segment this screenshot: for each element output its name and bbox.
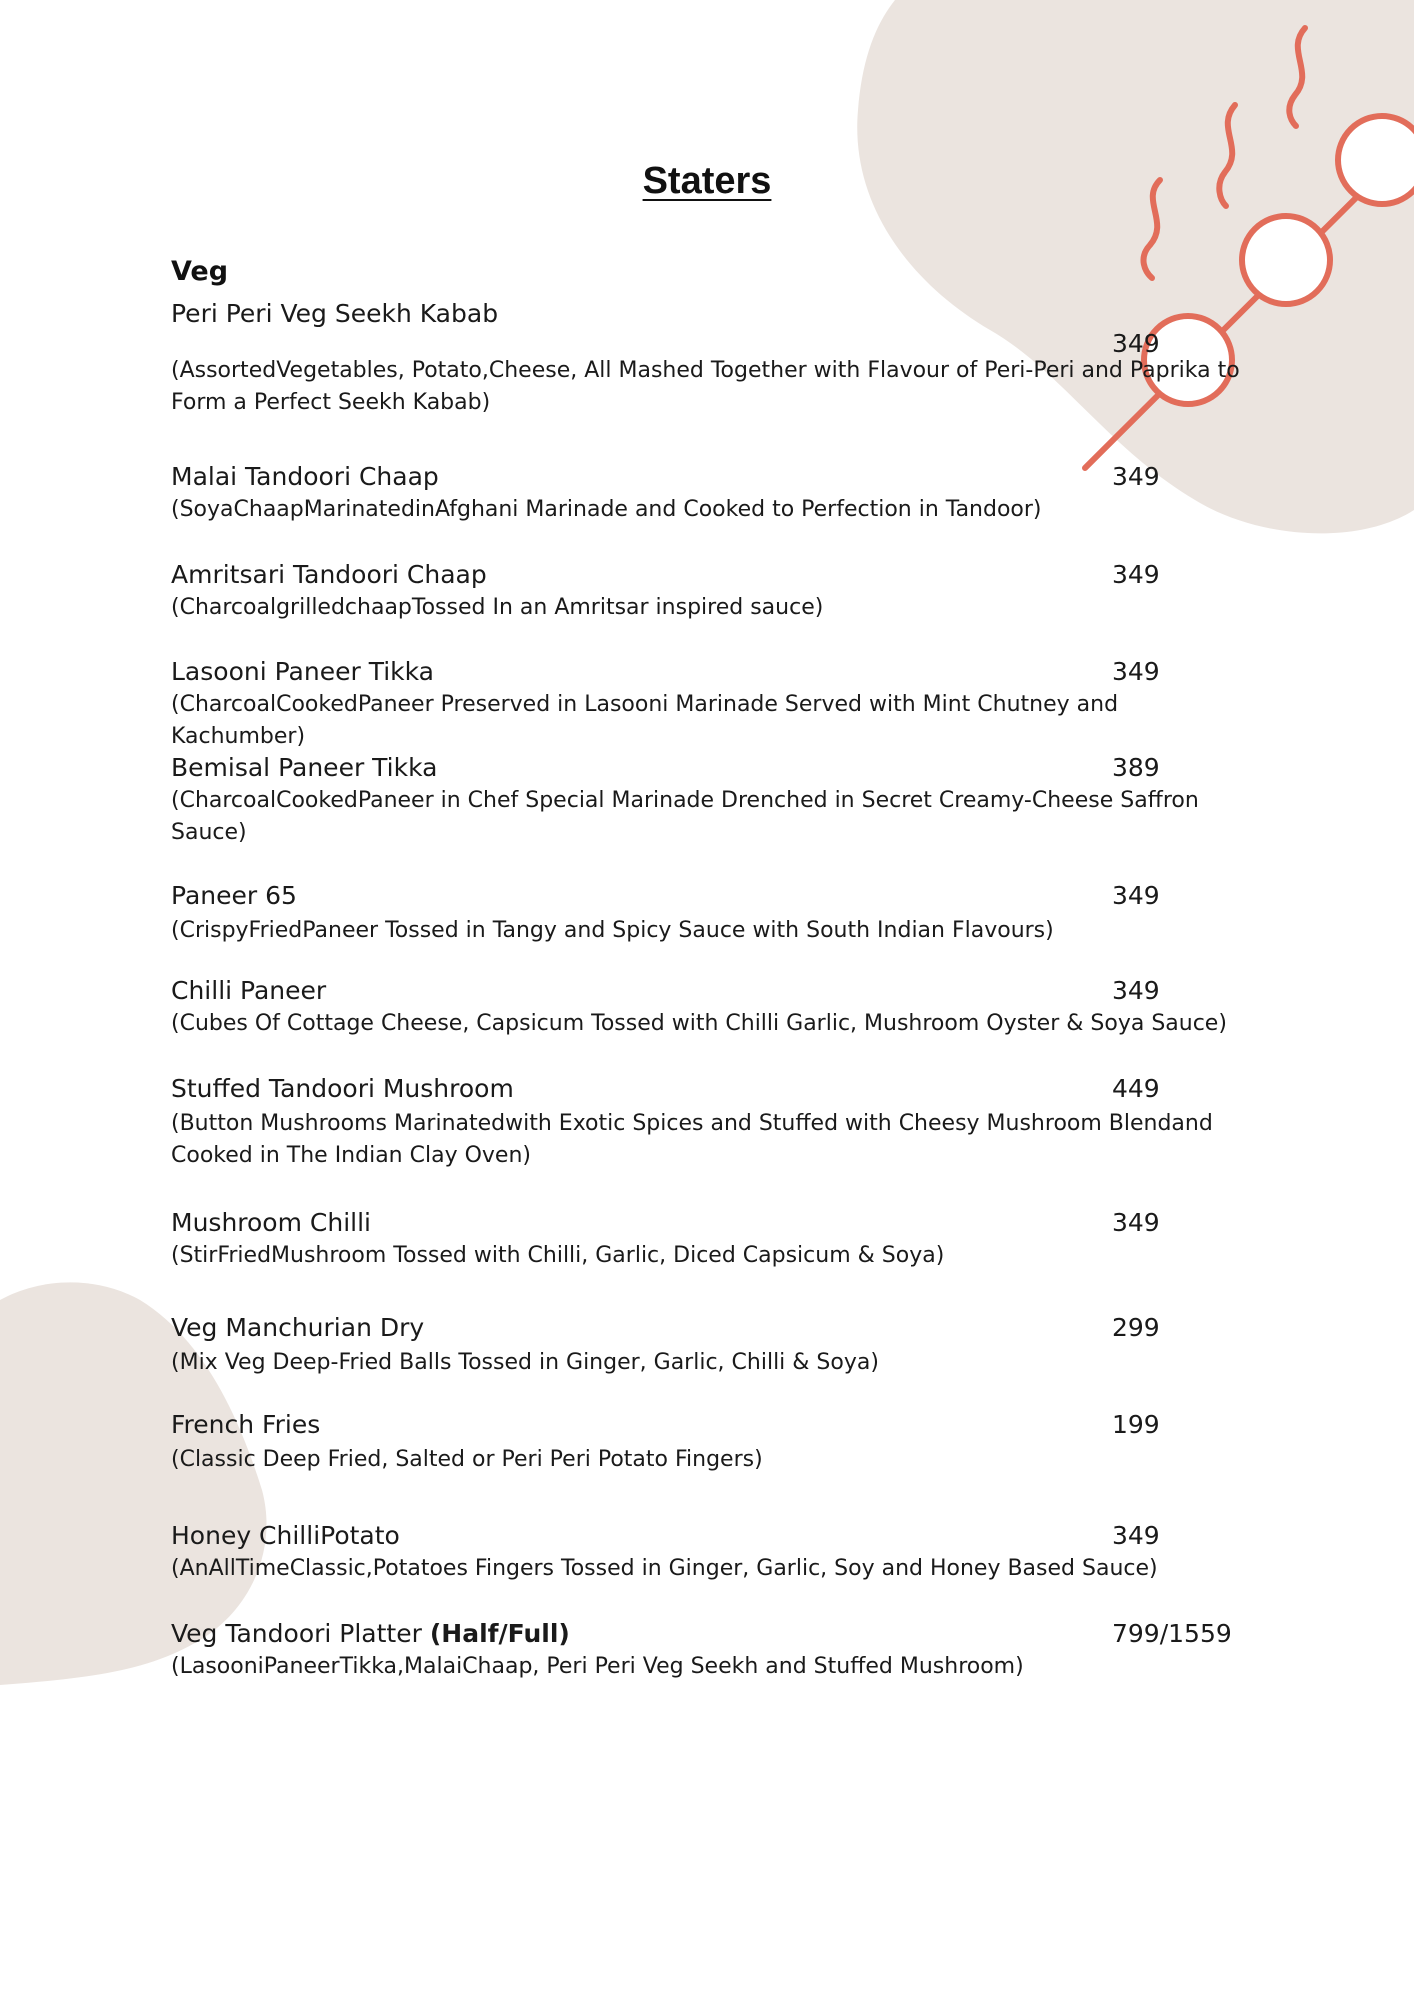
menu-item <box>171 1617 1251 1683</box>
item-name: Peri Peri Veg Seekh Kabab <box>171 299 499 328</box>
item-price: 349 <box>1112 657 1160 686</box>
item-price: 349 <box>1112 462 1160 491</box>
item-size-note: (Half/Full) <box>429 1619 570 1648</box>
item-description: (CrispyFriedPaneer Tossed in Tangy and Spicy Sauce with South Indian Flavours) <box>171 918 1054 943</box>
menu-item <box>171 1072 1251 1172</box>
item-price: 799/1559 <box>1112 1619 1232 1648</box>
item-price: 199 <box>1112 1410 1160 1439</box>
item-description: (AnAllTimeClassic,Potatoes Fingers Tossed in Ginger, Garlic, Soy and Honey Based Sauce) <box>171 1556 1158 1581</box>
item-name: Honey ChilliPotato <box>171 1521 400 1550</box>
menu-item <box>171 1408 1251 1476</box>
menu-item <box>171 1519 1251 1585</box>
item-name: Bemisal Paneer Tikka <box>171 753 438 782</box>
item-description: (AssortedVegetables, Potato,Cheese, All Mashed Together with Flavour of Peri-Peri and Paprika to Form a Perfect Seekh Kabab) <box>171 358 1240 415</box>
item-name: Malai Tandoori Chaap <box>171 462 439 491</box>
item-description: (LasooniPaneerTikka,MalaiChaap, Peri Peri Veg Seekh and Stuffed Mushroom) <box>171 1654 1024 1679</box>
item-name <box>171 1617 1251 1651</box>
item-price: 349 <box>1112 1521 1160 1550</box>
item-name: Amritsari Tandoori Chaap <box>171 560 487 589</box>
item-name: Stuffed Tandoori Mushroom <box>171 1074 514 1103</box>
item-price: 349 <box>1112 881 1160 910</box>
item-name: Mushroom Chilli <box>171 1208 371 1237</box>
item-description: (StirFriedMushroom Tossed with Chilli, Garlic, Diced Capsicum & Soya) <box>171 1243 945 1268</box>
item-description: (CharcoalCookedPaneer in Chef Special Marinade Drenched in Secret Creamy-Cheese Saffron Sauce) <box>171 788 1199 845</box>
item-price: 349 <box>1112 560 1160 589</box>
item-name: Chilli Paneer <box>171 976 327 1005</box>
item-price: 389 <box>1112 753 1160 782</box>
item-price: 349 <box>1112 976 1160 1005</box>
menu-item <box>171 751 1251 849</box>
page-title: Staters <box>642 160 772 202</box>
item-price: 349 <box>1112 329 1160 358</box>
item-price: 299 <box>1112 1313 1160 1342</box>
menu-item <box>171 297 1251 419</box>
item-name: French Fries <box>171 1410 321 1439</box>
menu-item <box>171 655 1251 753</box>
menu-item <box>171 460 1251 526</box>
menu-item <box>171 1206 1251 1272</box>
item-price: 349 <box>1112 1208 1160 1237</box>
item-name: Lasooni Paneer Tikka <box>171 657 434 686</box>
menu-item <box>171 558 1251 624</box>
item-name: Veg Manchurian Dry <box>171 1313 425 1342</box>
item-description: (Mix Veg Deep-Fried Balls Tossed in Ginger, Garlic, Chilli & Soya) <box>171 1350 879 1375</box>
skewer-ball-2 <box>1242 216 1330 304</box>
menu-item <box>171 974 1251 1040</box>
item-name: Paneer 65 <box>171 881 297 910</box>
section-heading-veg: Veg <box>171 256 229 287</box>
item-description: (SoyaChaapMarinatedinAfghani Marinade and Cooked to Perfection in Tandoor) <box>171 497 1042 522</box>
item-description: (CharcoalCookedPaneer Preserved in Lasooni Marinade Served with Mint Chutney and Kachumber) <box>171 692 1119 749</box>
item-description: (Button Mushrooms Marinatedwith Exotic Spices and Stuffed with Cheesy Mushroom Blendand Cooked in The Indian Clay Oven) <box>171 1111 1213 1168</box>
item-description: (Classic Deep Fried, Salted or Peri Peri Potato Fingers) <box>171 1447 763 1472</box>
item-description: (CharcoalgrilledchaapTossed In an Amritsar inspired sauce) <box>171 595 824 620</box>
item-price: 449 <box>1112 1074 1160 1103</box>
item-description: (Cubes Of Cottage Cheese, Capsicum Tossed with Chilli Garlic, Mushroom Oyster & Soya Sauce) <box>171 1011 1227 1036</box>
menu-item <box>171 1311 1251 1379</box>
menu-item <box>171 879 1251 947</box>
item-name-text: Veg Tandoori Platter <box>171 1619 422 1648</box>
